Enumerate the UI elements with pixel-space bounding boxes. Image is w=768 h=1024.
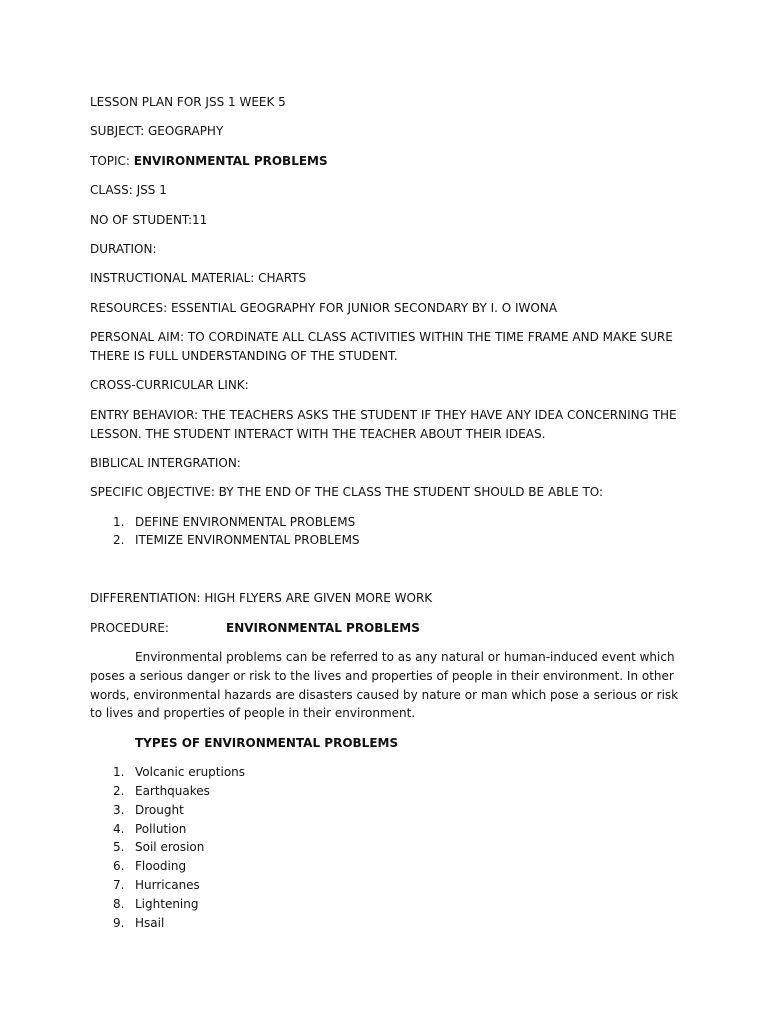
topic-value: ENVIRONMENTAL PROBLEMS [133, 153, 328, 168]
list-item: 7. Hurricanes [113, 878, 200, 892]
material-line: INSTRUCTIONAL MATERIAL: CHARTS [90, 271, 307, 286]
cross-curricular-line: CROSS-CURRICULAR LINK: [90, 378, 249, 393]
resources-line: RESOURCES: ESSENTIAL GEOGRAPHY FOR JUNIOR SECONDARY BY I. O IWONA [90, 300, 558, 315]
spacer [90, 550, 690, 589]
procedure-line [90, 619, 690, 638]
list-item: 6. Flooding [113, 859, 187, 874]
biblical-line: BIBLICAL INTERGRATION: [90, 455, 241, 470]
body-paragraph: Environmental problems can be referred to as any natural or human-induced event which poses a serious danger or risk to the lives and properties of people in their environment. In other words, environmental hazards are disasters caused by nature or man which pose a serious or risk to lives and properties of people in their environment. [90, 650, 679, 721]
document-page [90, 93, 690, 932]
topic-line [90, 152, 690, 171]
class-line: CLASS: JSS 1 [90, 183, 167, 198]
list-item: 9. Hsail [113, 915, 165, 930]
specific-objective: SPECIFIC OBJECTIVE: BY THE END OF THE CLASS THE STUDENT SHOULD BE ABLE TO: [90, 485, 604, 500]
list-item: 2. ITEMIZE ENVIRONMENTAL PROBLEMS [113, 533, 360, 548]
subject-line: SUBJECT: GEOGRAPHY [90, 124, 224, 139]
types-list [90, 763, 690, 932]
document-title: LESSON PLAN FOR JSS 1 WEEK 5 [90, 95, 286, 109]
topic-label: TOPIC: [90, 153, 134, 168]
entry-behavior: ENTRY BEHAVIOR: THE TEACHERS ASKS THE STUDENT IF THEY HAVE ANY IDEA CONCERNING THE LESSON. THE STUDENT INTERACT WITH THE TEACHER ABOUT THEIR IDEAS. [90, 407, 677, 441]
list-item: 3. Drought [113, 802, 184, 817]
students-line: NO OF STUDENT:11 [90, 212, 208, 227]
objectives-list [90, 513, 690, 551]
differentiation-line: DIFFERENTIATION: HIGH FLYERS ARE GIVEN MORE WORK [90, 591, 433, 606]
list-item: 4. Pollution [113, 821, 187, 836]
procedure-label: PROCEDURE: [90, 620, 169, 635]
list-item: 2. Earthquakes [113, 784, 210, 799]
list-item: 1. DEFINE ENVIRONMENTAL PROBLEMS [113, 514, 356, 529]
duration-line: DURATION: [90, 241, 157, 256]
personal-aim: PERSONAL AIM: TO CORDINATE ALL CLASS ACTIVITIES WITHIN THE TIME FRAME AND MAKE SURE THERE IS FULL UNDERSTANDING OF THE STUDENT. [90, 330, 673, 363]
list-item: 8. Lightening [113, 896, 199, 911]
list-item: 5. Soil erosion [113, 840, 205, 855]
types-heading: TYPES OF ENVIRONMENTAL PROBLEMS [135, 735, 399, 750]
procedure-heading: ENVIRONMENTAL PROBLEMS [226, 620, 420, 635]
list-item: 1. Volcanic eruptions [113, 765, 246, 780]
